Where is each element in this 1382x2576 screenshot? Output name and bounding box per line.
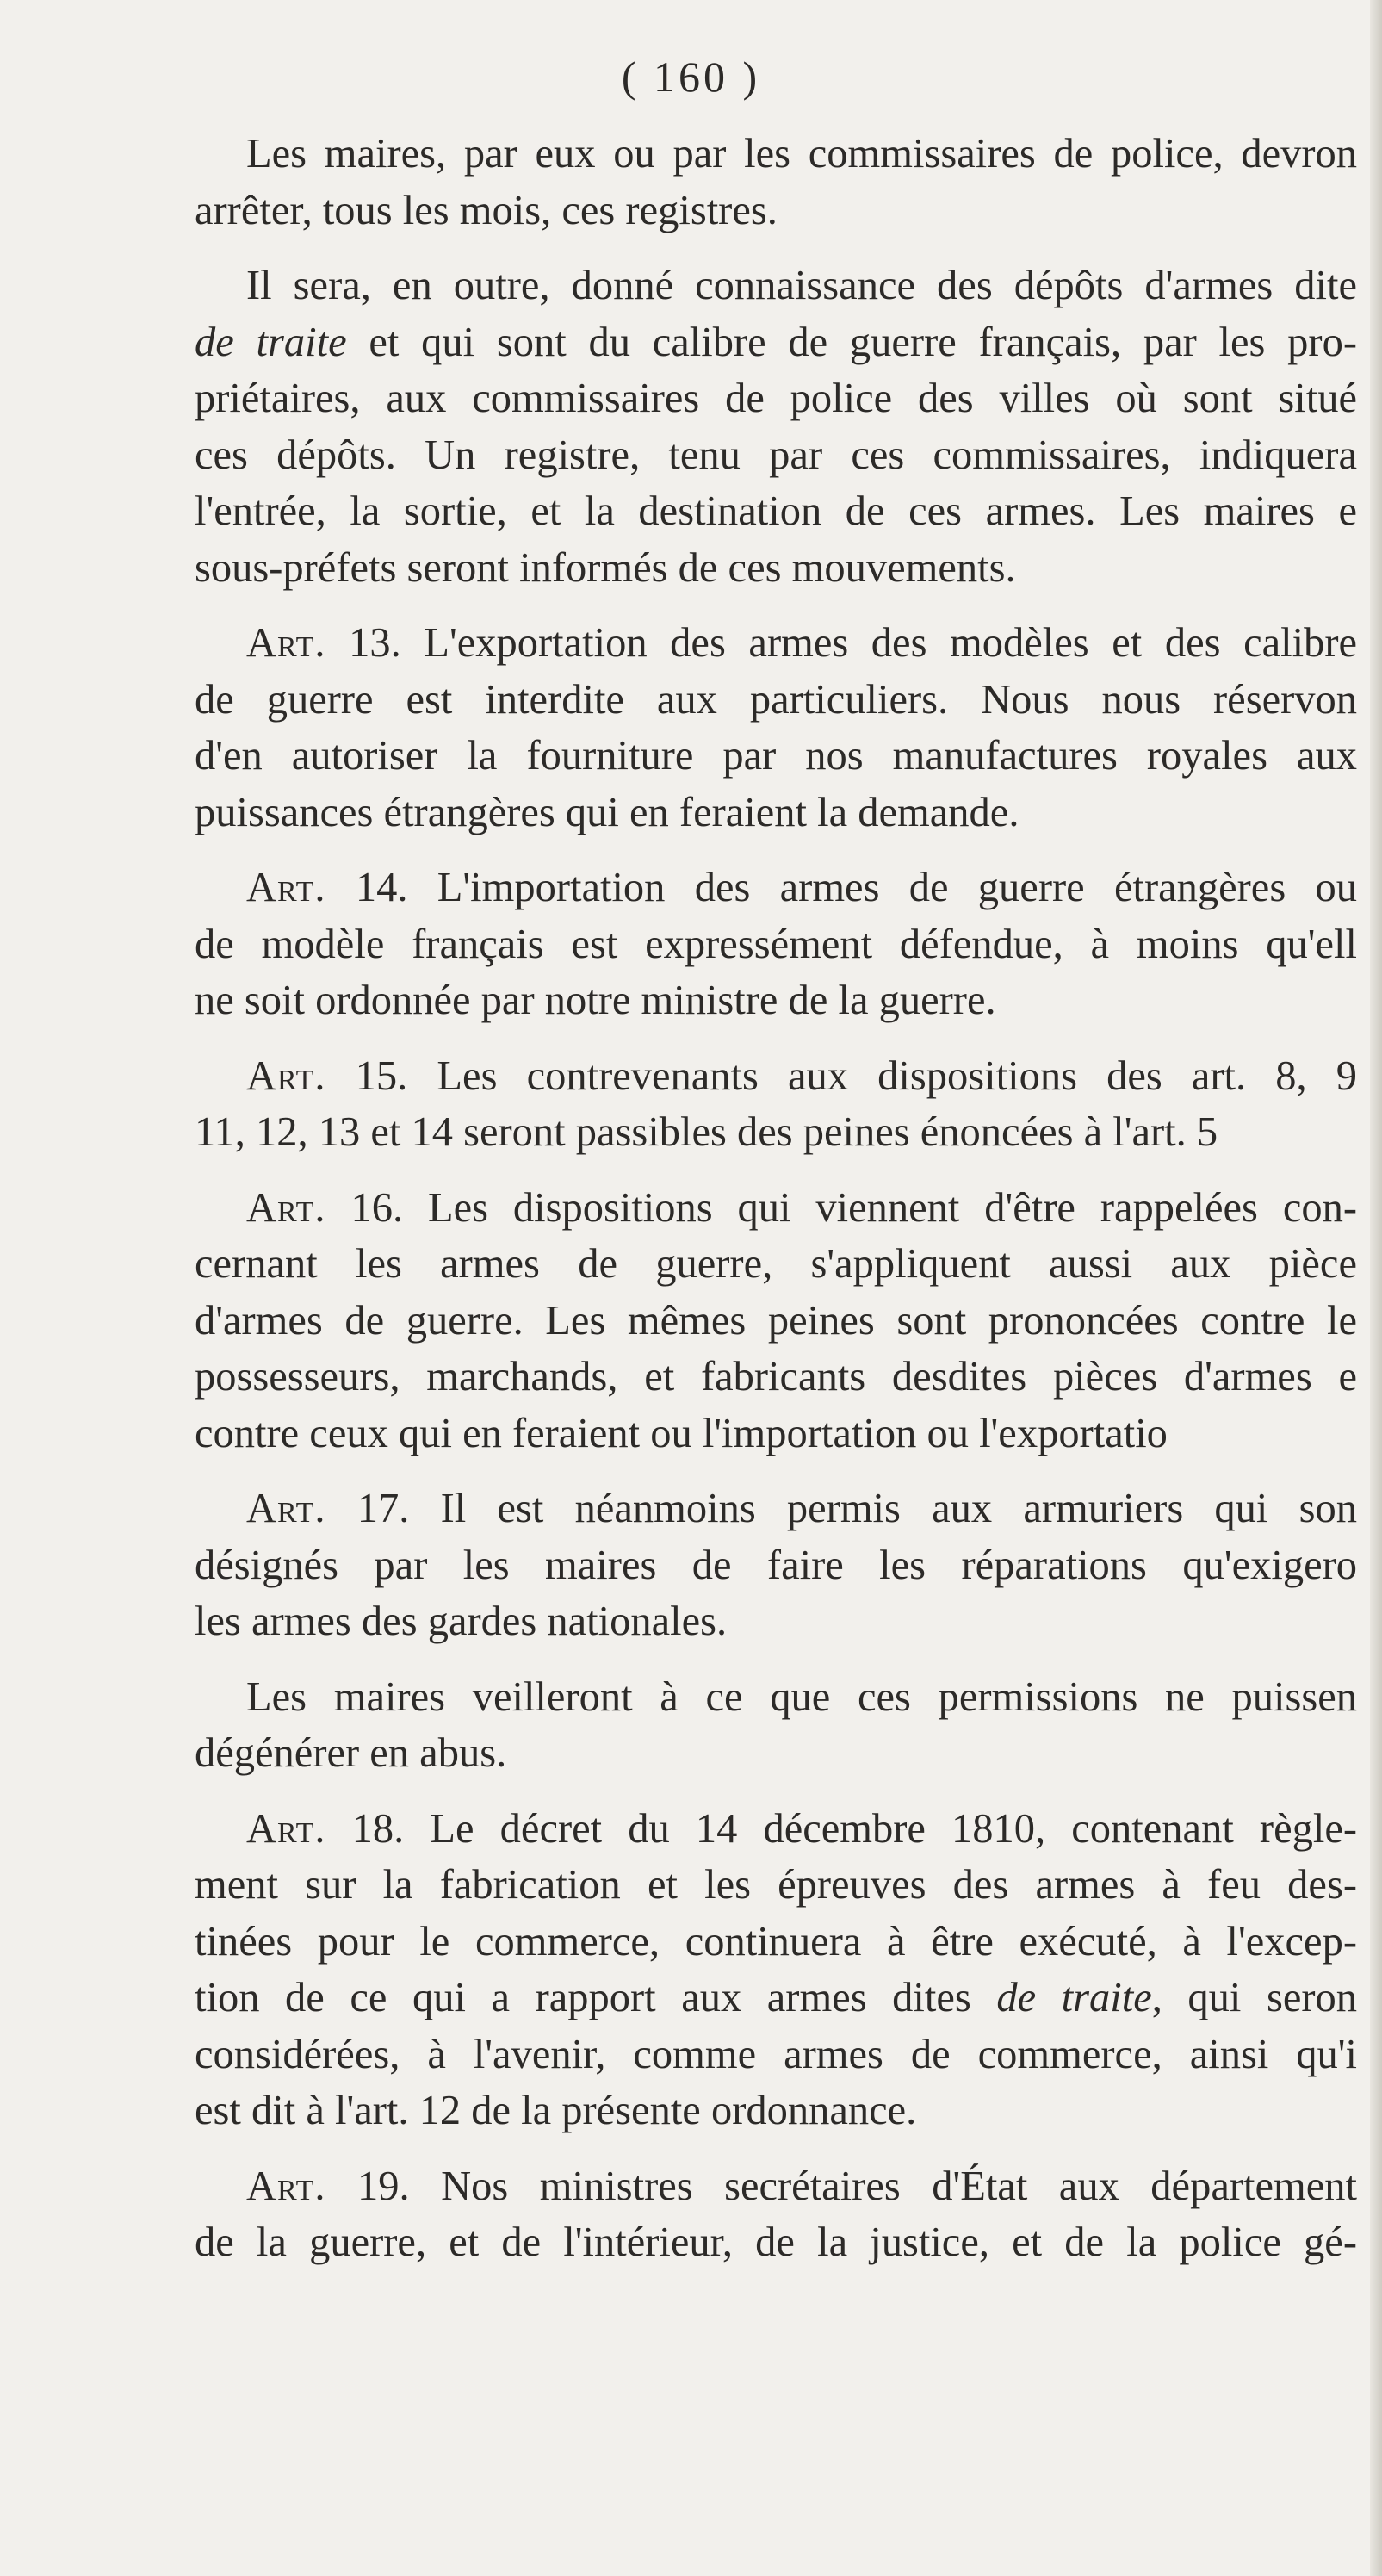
text-line: 11, 12, 13 et 14 seront passibles des peines énoncées à l'art. 5	[195, 1109, 1218, 1155]
text-line: sous-préfets seront informés de ces mouvements.	[195, 544, 1016, 591]
paragraph-gap	[195, 1161, 1357, 1180]
text-line	[195, 1970, 1357, 2027]
text-fragment: 17. Il est néanmoins permis aux armuriers qui son	[325, 1486, 1357, 1531]
text-fragment: de traite	[195, 319, 347, 365]
text-line: Les maires, par eux ou par les commissaires de police, devron	[246, 131, 1357, 177]
text-fragment: Art.	[246, 2163, 326, 2209]
text-line: ment sur la fabrication et les épreuves des armes à feu des-	[195, 1862, 1357, 1908]
text-line: Il sera, en outre, donné connaissance des dépôts d'armes dite	[246, 263, 1357, 308]
text-fragment: 13. L'exportation des armes des modèles et des calibre	[325, 620, 1357, 666]
text-fragment: 19. Nos ministres secrétaires d'État aux département	[325, 2163, 1357, 2209]
text-fragment: , qui seron	[1151, 1975, 1357, 2020]
text-line: Les maires veilleront à ce que ces permissions ne puissen	[246, 1673, 1357, 1720]
page-edge	[1370, 0, 1382, 2576]
text-line: considérées, à l'avenir, comme armes de commerce, ainsi qu'i	[195, 2031, 1357, 2077]
text-line: les armes des gardes nationales.	[195, 1598, 728, 1644]
text-line: de guerre est interdite aux particuliers. Nous nous réservon	[195, 676, 1357, 723]
text-line	[195, 314, 1357, 371]
text-line: dégénérer en abus.	[195, 1730, 507, 1776]
text-line	[195, 1048, 1357, 1105]
body-text	[195, 126, 1357, 2271]
page-number: ( 160 )	[621, 53, 761, 101]
text-line: tinées pour le commerce, continuera à être exécuté, à l'excep-	[195, 1918, 1357, 1965]
paragraph-gap	[195, 596, 1357, 615]
text-line	[195, 1180, 1357, 1237]
text-line: priétaires, aux commissaires de police des villes où sont situé	[195, 376, 1357, 421]
text-fragment: 16. Les dispositions qui viennent d'être rappelées con-	[325, 1184, 1357, 1231]
text-line: ces dépôts. Un registre, tenu par ces commissaires, indiquera	[195, 431, 1357, 478]
text-fragment: tion de ce qui a rapport aux armes dites	[195, 1975, 997, 2020]
text-fragment: Art.	[246, 865, 326, 910]
text-fragment: de traite	[996, 1975, 1152, 2020]
text-line: possesseurs, marchands, et fabricants desdites pièces d'armes e	[195, 1354, 1357, 1400]
text-line	[195, 1801, 1357, 1858]
text-line	[195, 2158, 1357, 2215]
paragraph-gap	[195, 1650, 1357, 1669]
text-line: contre ceux qui en feraient ou l'importation ou l'exportatio	[195, 1410, 1168, 1456]
paragraph-gap	[195, 1782, 1357, 1801]
text-line	[195, 860, 1357, 916]
text-fragment: Art.	[246, 620, 326, 666]
text-line: puissances étrangères qui en feraient la demande.	[195, 789, 1019, 835]
text-line	[195, 1480, 1357, 1537]
paragraph-gap	[195, 1029, 1357, 1048]
text-fragment: Art.	[246, 1184, 326, 1231]
text-fragment: 14. L'importation des armes de guerre étrangères ou	[325, 865, 1357, 910]
text-line: arrêter, tous les mois, ces registres.	[195, 187, 778, 233]
paragraph-gap	[195, 841, 1357, 860]
text-line: d'en autoriser la fourniture par nos manufactures royales aux	[195, 733, 1357, 779]
paragraph-gap	[195, 1462, 1357, 1480]
text-line	[195, 615, 1357, 672]
text-line: d'armes de guerre. Les mêmes peines sont prononcées contre le	[195, 1297, 1357, 1344]
text-line: est dit à l'art. 12 de la présente ordonnance.	[195, 2088, 917, 2133]
text-line: l'entrée, la sortie, et la destination de ces armes. Les maires e	[195, 488, 1357, 534]
text-line: de la guerre, et de l'intérieur, de la justice, et de la police gé-	[195, 2219, 1357, 2265]
text-line: cernant les armes de guerre, s'appliquent aussi aux pièce	[195, 1241, 1357, 1287]
text-line: ne soit ordonnée par notre ministre de la guerre.	[195, 978, 996, 1023]
text-fragment: Art.	[246, 1486, 326, 1531]
text-fragment: Art.	[246, 1052, 326, 1099]
text-line: désignés par les maires de faire les réparations qu'exigero	[195, 1542, 1357, 1588]
text-fragment: 18. Le décret du 14 décembre 1810, contenant règle-	[325, 1805, 1357, 1852]
paragraph-gap	[195, 2139, 1357, 2158]
paragraph-gap	[195, 239, 1357, 258]
text-fragment: 15. Les contrevenants aux dispositions des art. 8, 9	[325, 1052, 1357, 1099]
text-line: de modèle français est expressément défendue, à moins qu'ell	[195, 921, 1357, 967]
text-fragment: et qui sont du calibre de guerre français, par les pro-	[346, 319, 1357, 365]
text-fragment: Art.	[246, 1805, 326, 1852]
